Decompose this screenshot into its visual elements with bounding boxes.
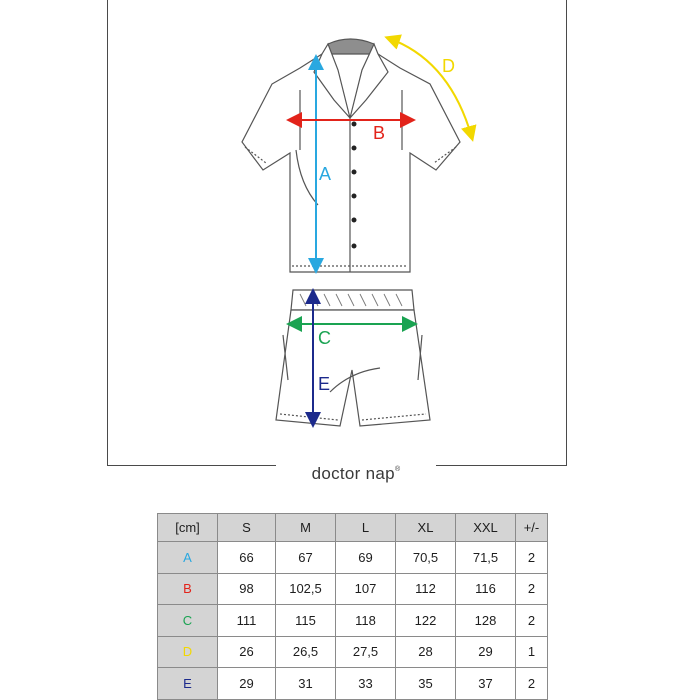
table-cell: 2 — [516, 573, 548, 605]
tolerance-header: +/- — [516, 514, 548, 542]
table-cell: 115 — [276, 605, 336, 637]
brand-name: doctor nap — [311, 464, 395, 483]
row-label-d: D — [158, 636, 218, 668]
table-cell: 26 — [218, 636, 276, 668]
row-label-c: C — [158, 605, 218, 637]
table-cell: 2 — [516, 542, 548, 574]
table-cell: 118 — [336, 605, 396, 637]
table-cell: 33 — [336, 668, 396, 700]
table-cell: 111 — [218, 605, 276, 637]
table-cell: 122 — [396, 605, 456, 637]
unit-header: [cm] — [158, 514, 218, 542]
measurement-a-label: A — [319, 164, 332, 184]
table-cell: 116 — [456, 573, 516, 605]
table-cell: 1 — [516, 636, 548, 668]
table-cell: 31 — [276, 668, 336, 700]
table-cell: 35 — [396, 668, 456, 700]
shirt-drawing — [242, 39, 460, 272]
table-cell: 28 — [396, 636, 456, 668]
table-row — [158, 636, 548, 668]
table-cell: 67 — [276, 542, 336, 574]
table-row — [158, 573, 548, 605]
table-cell: 112 — [396, 573, 456, 605]
table-cell: 29 — [218, 668, 276, 700]
table-cell: 107 — [336, 573, 396, 605]
table-cell: 37 — [456, 668, 516, 700]
shorts-drawing — [276, 290, 430, 426]
measurement-d-label: D — [442, 56, 455, 76]
table-cell: 2 — [516, 668, 548, 700]
table-cell: 26,5 — [276, 636, 336, 668]
size-header-xl: XL — [396, 514, 456, 542]
table-row — [158, 605, 548, 637]
table-cell: 71,5 — [456, 542, 516, 574]
size-table — [157, 513, 548, 700]
size-table-header — [158, 514, 548, 542]
size-header-m: M — [276, 514, 336, 542]
row-label-a: A — [158, 542, 218, 574]
row-label-e: E — [158, 668, 218, 700]
table-cell: 70,5 — [396, 542, 456, 574]
table-cell: 98 — [218, 573, 276, 605]
table-cell: 66 — [218, 542, 276, 574]
measurement-e-label: E — [318, 374, 331, 394]
brand-logo — [276, 455, 436, 485]
table-cell: 27,5 — [336, 636, 396, 668]
size-header-s: S — [218, 514, 276, 542]
brand-registered-mark: ® — [394, 466, 401, 473]
measurement-c-label: C — [318, 328, 331, 348]
row-label-b: B — [158, 573, 218, 605]
table-row — [158, 668, 548, 700]
table-cell: 29 — [456, 636, 516, 668]
table-row — [158, 542, 548, 574]
table-cell: 2 — [516, 605, 548, 637]
table-cell: 69 — [336, 542, 396, 574]
table-cell: 102,5 — [276, 573, 336, 605]
measurement-b-label: B — [373, 123, 386, 143]
size-header-l: L — [336, 514, 396, 542]
table-cell: 128 — [456, 605, 516, 637]
size-header-xxl: XXL — [456, 514, 516, 542]
